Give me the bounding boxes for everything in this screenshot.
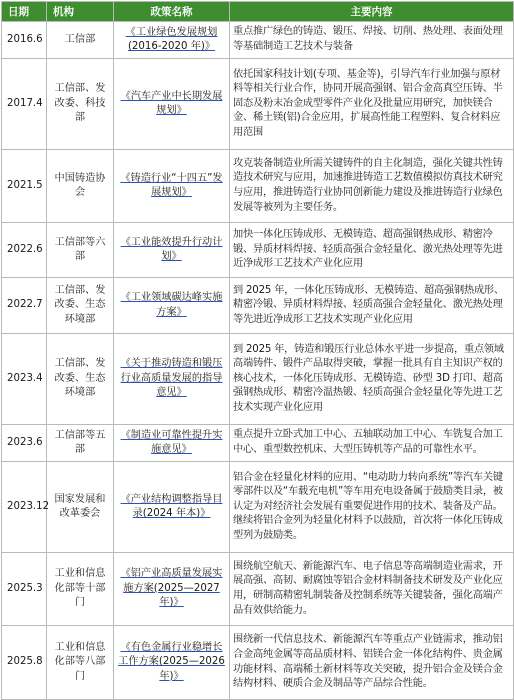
row-date: 2023.4 xyxy=(2,334,47,425)
table-row xyxy=(2,59,514,150)
row-org: 工信部 xyxy=(47,22,114,59)
row-date: 2017.4 xyxy=(2,59,47,150)
row-policy xyxy=(114,22,230,59)
policy-link[interactable]: 《有色金属行业稳增长工作方案(2025—2026 年)》 xyxy=(118,641,225,682)
row-org: 工业和信息化部等八部门 xyxy=(47,626,114,700)
row-content: 到 2025 年，铸造和锻压行业总体水平进一步提高，重点领域高端铸件、锻件产品取得突破，掌握一批具有自主知识产权的核心技术，一体化压铸成形、无模铸造、砂型 3D 打印、超高强钢热成形、精密冷温热锻、轻质高强合金轻量化等先进工艺技术实现产业化应用 xyxy=(230,334,514,425)
row-date: 2023.12 xyxy=(2,462,47,553)
table-row xyxy=(2,462,514,553)
row-policy xyxy=(114,334,230,425)
row-org: 工信部等五部 xyxy=(47,425,114,462)
row-content: 围绕新一代信息技术、新能源汽车等重点产业链需求，推动铝合金高纯金属等高品质材料、铝镁合金一体化结构件、贵金属功能材料、高端稀土新材料等攻关突破，提升铝合金及镁合金结构材料、硬质合金及制品等产品综合性能。 xyxy=(230,626,514,700)
row-policy xyxy=(114,278,230,334)
table-row xyxy=(2,150,514,223)
table-row xyxy=(2,334,514,425)
header-content: 主要内容 xyxy=(230,2,514,22)
policy-link[interactable]: 《汽车产业中长期发展规划》 xyxy=(120,90,223,116)
row-content: 重点推广绿色的铸造、锻压、焊接、切削、热处理、表面处理等基础制造工艺技术与装备 xyxy=(230,22,514,59)
row-org: 中国铸造协会 xyxy=(47,150,114,223)
row-content: 攻克装备制造业所需关键铸件的自主化制造，强化关键共性铸造技术研究与应用，加速推进铸造工艺数值模拟仿真技术研究与应用，推进铸造行业协同创新能力建设及推进铸造行业绿色发展等被列为主要任务。 xyxy=(230,150,514,223)
table-row xyxy=(2,553,514,626)
row-policy xyxy=(114,150,230,223)
table-row xyxy=(2,22,514,59)
row-policy xyxy=(114,425,230,462)
row-policy xyxy=(114,462,230,553)
policy-link[interactable]: 《工业绿色发展规划(2016-2020 年)》 xyxy=(125,26,218,52)
header-policy: 政策名称 xyxy=(114,2,230,22)
row-policy xyxy=(114,553,230,626)
table-header-row xyxy=(2,2,514,22)
table-row xyxy=(2,278,514,334)
row-org: 工信部、发改委、生态环境部 xyxy=(47,334,114,425)
row-content: 重点提升立卧式加工中心、五轴联动加工中心、车铣复合加工中心、重型数控机床、大型压铸机等产品的可靠性水平。 xyxy=(230,425,514,462)
row-date: 2025.8 xyxy=(2,626,47,700)
table-row xyxy=(2,223,514,278)
table-row xyxy=(2,626,514,700)
policy-link[interactable]: 《关于推动铸造和锻压行业高质量发展的指导意见》 xyxy=(120,358,223,399)
row-org: 工信部、发改委、科技部 xyxy=(47,59,114,150)
row-date: 2023.6 xyxy=(2,425,47,462)
policy-link[interactable]: 《工业能效提升行动计划》 xyxy=(120,236,223,262)
row-date: 2022.7 xyxy=(2,278,47,334)
row-date: 2016.6 xyxy=(2,22,47,59)
row-date: 2021.5 xyxy=(2,150,47,223)
policy-link[interactable]: 《铸造行业“十四五”发展规划》 xyxy=(120,172,223,198)
row-org: 工信部等六部 xyxy=(47,223,114,278)
row-content: 到 2025 年，一体化压铸成形、无模铸造、超高强钢热成形、精密冷锻、异质材料焊接、轻质高强合金轻量化、激光热处理等先进近净成形工艺技术实现产业化应用 xyxy=(230,278,514,334)
row-content: 依托国家科技计划(专项、基金等)，引导汽车行业加强与原材料等相关行业合作，协同开展高强钢、铝合金高真空压铸、半固态及粉末冶金成型零件产业化及批量应用研究，加快镁合金、稀土镁(铝)合金应用，扩展高性能工程塑料、复合材料应用范围 xyxy=(230,59,514,150)
row-date: 2022.6 xyxy=(2,223,47,278)
row-date: 2025.3 xyxy=(2,553,47,626)
row-policy xyxy=(114,626,230,700)
policy-link[interactable]: 《工业领域碳达峰实施方案》 xyxy=(120,292,223,318)
policy-table xyxy=(1,1,514,700)
row-content: 铝合金在轻量化材料的应用、“电动助力转向系统”等汽车关键零部件以及“车载充电机”等车用充电设备属于鼓励类目录，被认定为对经济社会发展有重要促进作用的技术、装备及产品。继续将铝合金列为轻量化材料予以鼓励，首次将一体化压铸成型列为鼓励类。 xyxy=(230,462,514,553)
row-policy xyxy=(114,223,230,278)
row-org: 工信部、发改委、生态环境部 xyxy=(47,278,114,334)
policy-link[interactable]: 《铝产业高质量发展实施方案(2025—2027 年)》 xyxy=(120,568,223,609)
row-content: 加快一体化压铸成形、无模铸造、超高强钢热成形、精密冷锻、异质材料焊接、轻质高强合金轻量化、激光热处理等先进近净成形工艺技术产业化应用 xyxy=(230,223,514,278)
row-content: 围绕航空航天、新能源汽车、电子信息等高端制造业需求，开展高强、高韧、耐腐蚀等铝合金材料制备技术研发及产业化应用，研制高精密轧制装备及控制系统等关键装备，强化高端产品有效供给能力。 xyxy=(230,553,514,626)
row-policy xyxy=(114,59,230,150)
header-org: 机构 xyxy=(47,2,114,22)
row-org: 工业和信息化部等十部门 xyxy=(47,553,114,626)
policy-link[interactable]: 《制造业可靠性提升实施意见》 xyxy=(120,429,223,455)
table-row xyxy=(2,425,514,462)
row-org: 国家发展和改革委会 xyxy=(47,462,114,553)
header-date: 日期 xyxy=(2,2,47,22)
policy-link[interactable]: 《产业结构调整指导目录(2024 年本)》 xyxy=(120,493,223,519)
